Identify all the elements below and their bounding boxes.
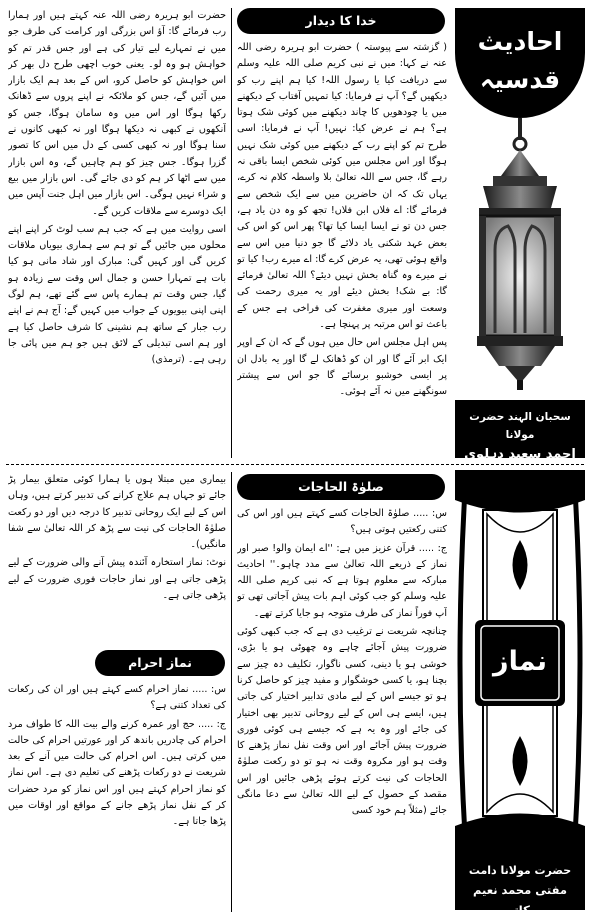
ihram-para-1: س: ..... نماز احرام کسے کہتے ہیں اور ان کی رکعات کی تعداد کتنی ہے؟ [8, 684, 226, 712]
top-author-caption [455, 400, 585, 462]
top-column-divider [231, 8, 232, 458]
banner-top-shape [455, 8, 585, 118]
bottom-author-caption [455, 856, 585, 917]
banner-title-line2: قدسیہ [479, 65, 561, 94]
bottom-middle-para-1: س: ..... صلوٰۃ الحاجات کسے کہتے ہیں اور اس کی کتنی رکعتیں ہوتی ہیں؟ [237, 508, 447, 536]
top-middle-column [237, 40, 447, 460]
bottom-column-divider [231, 472, 232, 912]
ihram-sub-heading: نماز احرام [95, 650, 225, 676]
bottom-left-para-2: نوٹ: نماز استخارہ آئندہ پیش آنے والی ضرورت کے لیے پڑھی جاتی ہے اور نماز حاجات فوری ضرورت کے لیے پڑھی جاتی ہے۔ [8, 557, 226, 602]
namaz-banner [455, 470, 585, 917]
bottom-left-bottom-column [8, 682, 226, 912]
bottom-left-top-column [8, 472, 226, 642]
top-left-para-1: حضرت ابو ہریرہ رضی اللہ عنہ کہتے ہیں اور ہمارا رب فرمائے گا: آؤ اس بزرگی اور کرامت کی طرف جو میں نے تمہارے لیے تیار کی ہے اور جس قدر تم کو خواہش ہو وہ لو۔ یعنی خوب اچھی طرح دل بھر کر اس خواہش کو حاصل کرو، اس کے بعد ہم ایک بازار میں آئیں گے، جس کو ملائکہ نے اپنے پروں سے ڈھانک رکھا ہوگا اور اس میں وہ سامان ہوگا، جس کو آنکھوں نے کبھی نہ دیکھا ہوگا اور نہ کبھی کانوں نے سنا ہوگا اور نہ کبھی کسی کے دل میں اس کا تصور گزرا ہوگا۔ جس چیز کو ہم چاہیں گے، وہ اس بازار میں سے اٹھا کر ہم کو دی جائے گی۔ اس بازار میں بیع و شراء نہیں ہوگی۔ اس بازار میں اہل جنت آپس میں ایک دوسرے سے ملاقات کریں گے۔ [8, 10, 226, 217]
top-author-line2: احمد سعید دہلوی [464, 447, 576, 462]
banner-title-line1: احادیث [477, 27, 563, 56]
top-left-column [8, 8, 226, 460]
lantern-illustration [465, 118, 575, 390]
top-left-para-2: اسی روایت میں ہے کہ جب ہم سب لوٹ کر اپنے اپنے محلوں میں جائیں گے تو ہم سے ہماری بیویاں ملاقات کریں گی اور کہیں گی: مبارک اور شاد مانی ہو کیا بات ہے تمہارا حسن و جمال اس وقت سے زیادہ ہو گیا، جس وقت تم ہمارے پاس سے گئے تھے، ہم لوگ اپنی اپنی بیویوں کے جواب میں کہیں گے: آج ہم نے اپنے رب جبار کے ساتھ ہم نشینی کا شرف حاصل کیا ہے اور ہم اسی تبدیلی کے لائق ہیں جو ہم میں پائی جا رہی ہے۔ (ترمذی) [8, 223, 226, 366]
bottom-middle-column [237, 506, 447, 911]
top-author-line1: سحبان الہند حضرت مولانا [469, 411, 571, 441]
top-section-heading: خدا کا دیدار [237, 8, 445, 34]
bottom-middle-para-3: چنانچہ شریعت نے ترغیب دی ہے کہ جب کبھی کوئی ضرورت پیش آجائے چاہے وہ چھوٹی ہو یا بڑی، خوشی ہو یا دینی، کسی ناگوار، تکلیف دہ چیز سے بچنا ہو، یا کسی خوشگوار و مفید چیز کو حاصل کرنا ہو تو جیسے اس کے لیے مادی تدابیر اختیار کی جاتی ہیں، ایسے ہی اس کے لیے روحانی تدبیر بھی اختیار کی جائے اور وہ یہ ہے کہ جیسے ہی کوئی فوری ضرورت پیش آجائے اور اس وقت نفل نماز پڑھنے کا وقت ہو اور مکروہ وقت نہ ہو تو دو رکعت صلوٰۃ الحاجات کی نیت کرتے ہوئے پڑھی جائیں اور اس مقصد کے حصول کے لیے اللہ تعالیٰ سے دعا مانگی جائے (مثلاً ہم خود کسی [237, 626, 447, 817]
ahadees-banner [455, 8, 585, 462]
bottom-author-line1: حضرت مولانا دامت [468, 864, 572, 877]
section-divider [6, 464, 584, 465]
top-middle-para-1: ( گزشتہ سے پیوستہ ) حضرت ابو ہریرہ رضی اللہ عنہ نے کہا: میں نے نبی کریم صلی اللہ علیہ وسلم سے دریافت کیا یا رسول اللہ! کیا ہم اپنے رب کو دیکھیں گے؟ آپ نے فرمایا: کیا تمہیں آفتاب کے دیکھنے میں یا چودھویں کا چاند دیکھنے میں کوئی شک ہوتا ہے؟ ہم نے عرض کیا: نہیں! آپ نے فرمایا: اسی طرح تم کو اپنے رب کے دیکھنے میں کوئی شک نہیں ہوگا اور اس مجلس میں کوئی شخص ایسا باقی نہ رہے گا، جس سے اللہ تعالیٰ بلا واسطہ کلام نہ کرے، یہاں تک کہ ان حاضرین میں سے ایک شخص سے فرمائے گا: اے فلاں ابن فلاں! تجھ کو وہ دن یاد ہے، جس دن تو نے ایسا ایسا کیا تھا؟ پھر اس کو اس کی بعض عہد شکنی یاد دلائے گا جو دنیا میں اس سے واقع ہوئی تھی، یہ عرض کرے گا: اے میرے رب! کیا تو نے میرے وہ گناہ بخش نہیں دیئے؟ اللہ تعالیٰ فرمائے گا: بے شک! بخش دیئے اور یہ میری رحمت کی وسعت اور میری مغفرت کی فراخی ہے جس کے باعث تو اس مرتبہ پر پہنچا ہے۔ [237, 42, 447, 331]
namaz-title: نماز [493, 646, 547, 677]
bottom-middle-para-2: ج: ..... قرآن عزیز میں ہے: ''اے ایمان والو! صبر اور نماز کے ذریعے اللہ تعالیٰ سے مدد چاہو۔'' احادیث مبارکہ سے معلوم ہوتا ہے کہ نبی کریم صلی اللہ علیہ وسلم کو جب کوئی اہم بات پیش آجاتی تھی تو آپ فوراً نماز کی طرف متوجہ ہو جایا کرتے تھے۔ [237, 542, 447, 619]
bottom-author-line2: مفتی محمد نعیم برکاتہم [472, 883, 568, 917]
bottom-section-heading: صلوٰۃ الحاجات [237, 474, 445, 500]
bottom-left-para-1: بیماری میں مبتلا ہوں یا ہمارا کوئی متعلق بیمار پڑ جائے تو جہاں ہم علاج کرانے کی تدبیر کرتے ہیں، وہاں اس کے لیے ایک روحانی تدبیر کا درجہ دیں اور دو رکعت صلوٰۃ الحاجات کی نیت سے پڑھ کر اللہ تعالیٰ سے شفا مانگیں)۔ [8, 474, 226, 551]
top-middle-para-2: پس اہل مجلس اس حال میں ہوں گے کہ ان کے اوپر ایک ابر آئے گا اور ان کو ڈھانک لے گا اور یہ بادل ان پر ایسی خوشبو برسائے گا جو اس سے پیشتر سونگھنے میں نہ آئے ہوئی۔ [237, 337, 447, 398]
ihram-para-2: ج: ..... حج اور عمرہ کرنے والے بیت اللہ کا طواف مرد احرام کی چادریں باندھ کر اور عورتیں احرام کی حالت میں کرتی ہیں۔ اس احرام کی حالت میں آنے کے بعد شریعت نے دو رکعات پڑھنے کی تعلیم دی ہے۔ اس نماز کو نماز احرام کہتے ہیں اور اس نماز کو مرد حضرات کر کے نفل نماز پڑھے جانے کے مواقع اور اوقات میں پڑھا جاتا ہے۔ [8, 718, 226, 828]
